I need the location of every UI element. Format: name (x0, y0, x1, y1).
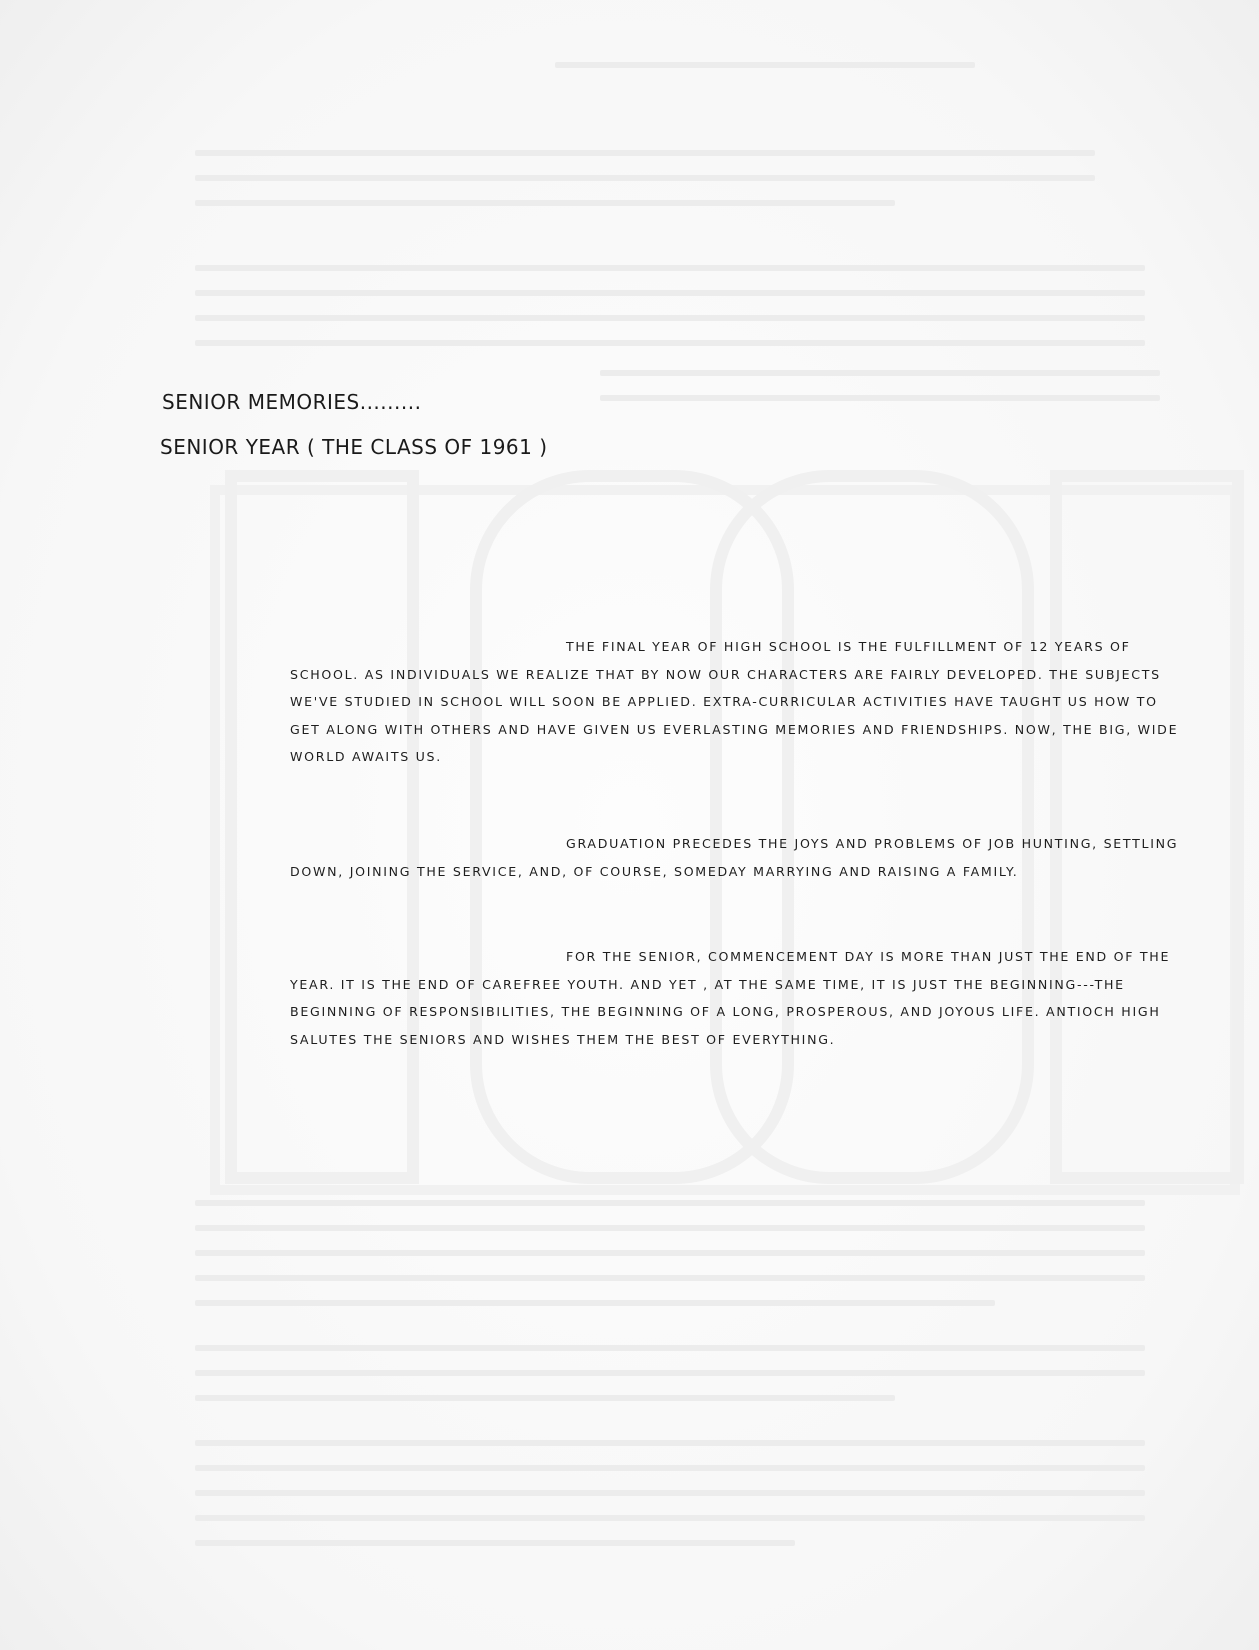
ghost-text-line (195, 315, 1145, 321)
ghost-text-line (600, 395, 1160, 401)
ghost-numeral (710, 470, 1034, 1184)
ghost-numeral (225, 470, 419, 1184)
ghost-text-line (195, 1540, 795, 1546)
ghost-text-line (600, 370, 1160, 376)
heading-senior-memories: SENIOR MEMORIES......... (162, 390, 422, 414)
ghost-text-line (195, 1250, 1145, 1256)
ghost-text-line (195, 1515, 1145, 1521)
ghost-text-line (195, 1225, 1145, 1231)
ghost-text-line (195, 150, 1095, 156)
ghost-text-line (195, 1200, 1145, 1206)
ghost-text-line (195, 1370, 1145, 1376)
ghost-text-line (195, 1300, 995, 1306)
body-paragraph: FOR THE SENIOR, COMMENCEMENT DAY IS MORE THAN JUST THE END OF THE YEAR. IT IS THE END OF CAREFREE YOUTH. AND YET , AT THE SAME TIME, IT IS JUST THE BEGINNING---THE BEGINNING OF RESPONSIBILITIES, THE BEGINNING OF A LONG, PROSPEROUS, AND JOYOUS LIFE. ANTIOCH HIGH SALUTES THE SENIORS AND WISHES THEM THE BEST OF EVERYTHING. (290, 949, 1171, 1047)
ghost-text-line (195, 200, 895, 206)
ghost-text-line (555, 62, 975, 68)
heading-senior-year: SENIOR YEAR ( THE CLASS OF 1961 ) (160, 435, 548, 459)
ghost-text-line (195, 1275, 1145, 1281)
ghost-text-line (195, 290, 1145, 296)
body-paragraph: THE FINAL YEAR OF HIGH SCHOOL IS THE FULFILLMENT OF 12 YEARS OF SCHOOL. AS INDIVIDUALS WE REALIZE THAT BY NOW OUR CHARACTERS ARE FAIRLY DEVELOPED. THE SUBJECTS WE'VE STUDIED IN SCHOOL WILL SOON BE APPLIED. EXTRA-CURRICULAR ACTIVITIES HAVE TAUGHT US HOW TO GET ALONG WITH OTHERS AND HAVE GIVEN US EVERLASTING MEMORIES AND FRIENDSHIPS. NOW, THE BIG, WIDE WORLD AWAITS US. (290, 639, 1179, 765)
ghost-text-line (195, 1490, 1145, 1496)
body-paragraph: GRADUATION PRECEDES THE JOYS AND PROBLEMS OF JOB HUNTING, SETTLING DOWN, JOINING THE SERVICE, AND, OF COURSE, SOMEDAY MARRYING AND RAISING A FAMILY. (290, 836, 1179, 879)
ghost-text-line (195, 1440, 1145, 1446)
ghost-text-line (195, 340, 1145, 346)
ghost-text-line (195, 1345, 1145, 1351)
ghost-text-line (195, 1395, 895, 1401)
ghost-text-line (195, 265, 1145, 271)
ghost-numeral (1050, 470, 1244, 1184)
ghost-text-line (195, 175, 1095, 181)
ghost-numeral (470, 470, 794, 1184)
ghost-text-line (195, 1465, 1145, 1471)
